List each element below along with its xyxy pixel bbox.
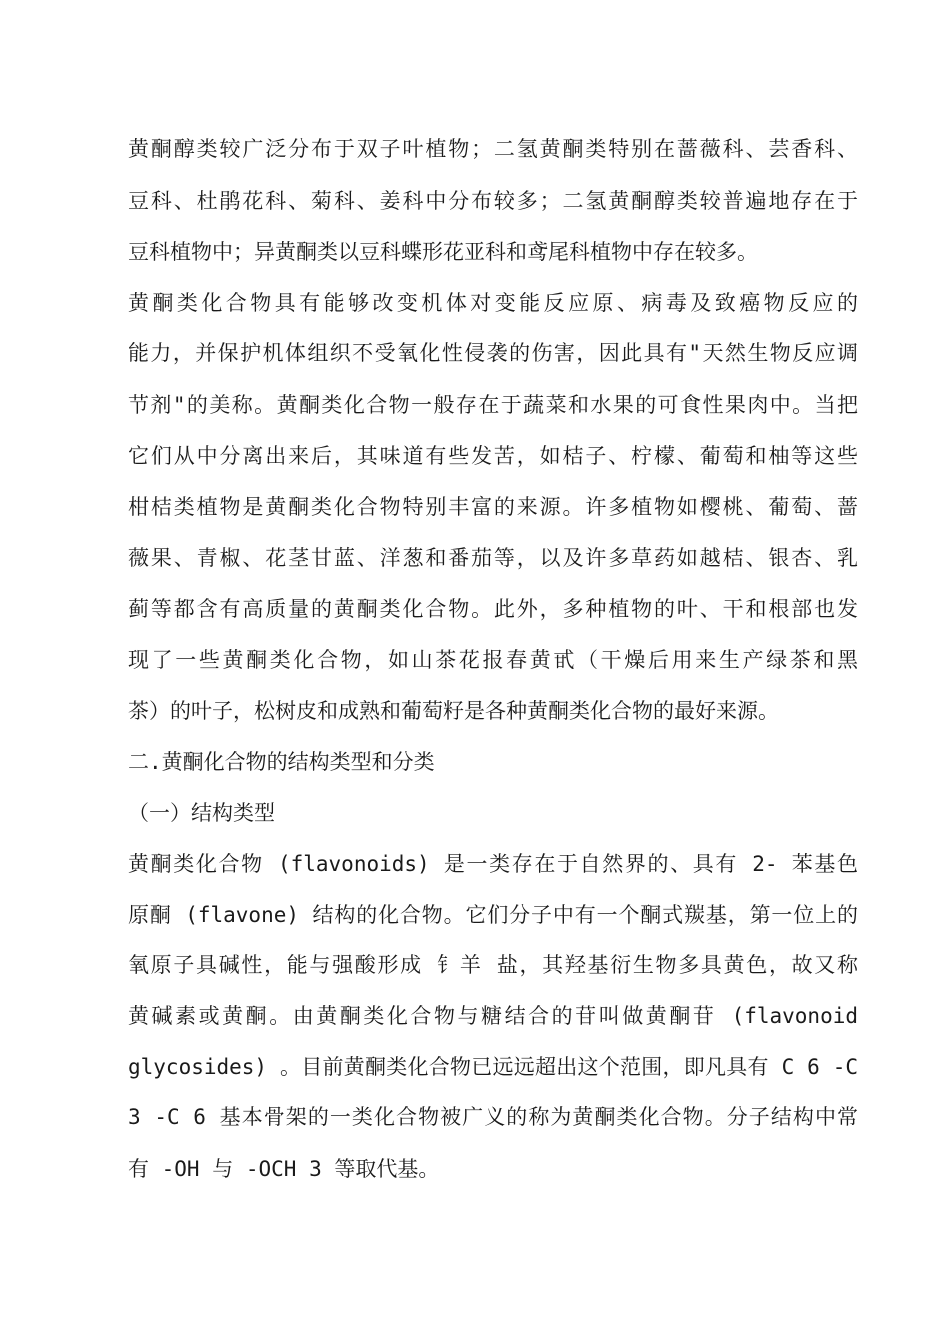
paragraph-line: 节剂"的美称。黄酮类化合物一般存在于蔬菜和水果的可食性果肉中。当把 [128, 393, 858, 417]
paragraph-line: 有 -OH 与 -OCH 3 等取代基。 [128, 1157, 440, 1181]
paragraph-line: glycosides) 。目前黄酮类化合物已远远超出这个范围，即凡具有 C 6 -C [128, 1055, 858, 1079]
paragraph-line: 黄酮类化合物 (flavonoids) 是一类存在于自然界的、具有 2- 苯基色 [128, 852, 858, 876]
paragraph-line: 豆科、杜鹃花科、菊科、姜科中分布较多；二氢黄酮醇类较普遍地存在于 [128, 189, 858, 213]
paragraph-line: 茶）的叶子，松树皮和成熟和葡萄籽是各种黄酮类化合物的最好来源。 [128, 699, 779, 723]
paragraph-line: 黄酮类化合物具有能够改变机体对变能反应原、病毒及致癌物反应的 [128, 291, 858, 315]
paragraph-line: 它们从中分离出来后，其味道有些发苦，如桔子、柠檬、葡萄和柚等这些 [128, 444, 858, 468]
paragraph-line: 薇果、青椒、花茎甘蓝、洋葱和番茄等，以及许多草药如越桔、银杏、乳 [128, 546, 858, 570]
paragraph-line: 原酮 (flavone) 结构的化合物。它们分子中有一个酮式羰基，第一位上的 [128, 903, 858, 927]
paragraph-line: 氧原子具碱性，能与强酸形成 钅羊 盐，其羟基衍生物多具黄色，故又称 [128, 953, 858, 977]
paragraph-line: 豆科植物中；异黄酮类以豆科蝶形花亚科和鸢尾科植物中存在较多。 [128, 240, 758, 264]
paragraph-line: 柑桔类植物是黄酮类化合物特别丰富的来源。许多植物如樱桃、葡萄、蔷 [128, 495, 858, 519]
paragraph-line: 黄碱素或黄酮。由黄酮类化合物与糖结合的苷叫做黄酮苷 (flavonoid [128, 1004, 858, 1028]
section-heading: 二.黄酮化合物的结构类型和分类 [128, 750, 435, 774]
paragraph-line: 3 -C 6 基本骨架的一类化合物被广义的称为黄酮类化合物。分子结构中常 [128, 1105, 858, 1129]
paragraph-line: 蓟等都含有高质量的黄酮类化合物。此外，多种植物的叶、干和根部也发 [128, 597, 858, 621]
paragraph-line: 现了一些黄酮类化合物，如山茶花报春黄甙（干燥后用来生产绿茶和黑 [128, 648, 858, 672]
paragraph-line: 黄酮醇类较广泛分布于双子叶植物；二氢黄酮类特别在蔷薇科、芸香科、 [128, 137, 858, 161]
paragraph-line: 能力，并保护机体组织不受氧化性侵袭的伤害，因此具有"天然生物反应调 [128, 341, 858, 365]
subsection-heading: （一）结构类型 [128, 801, 275, 825]
